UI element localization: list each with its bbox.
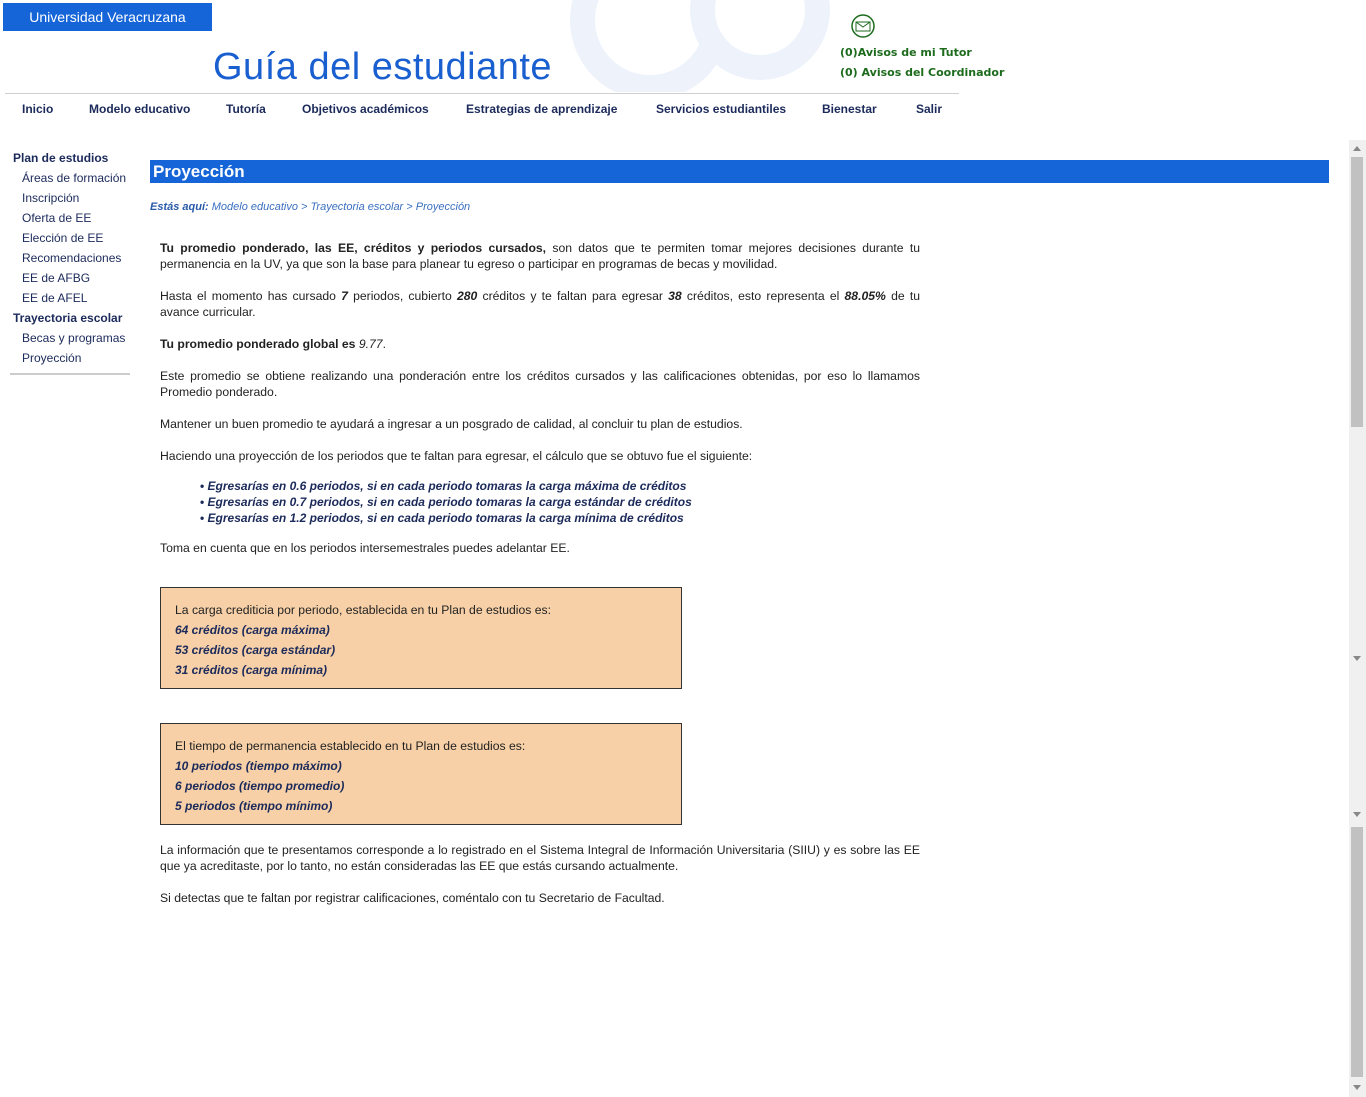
nav-servicios-estudiantiles[interactable]: Servicios estudiantiles — [656, 102, 787, 116]
sidebar-item-areas-formacion[interactable]: Áreas de formación — [22, 171, 127, 185]
envelope-icon[interactable] — [850, 14, 876, 38]
scroll-down-arrow-icon[interactable] — [1353, 656, 1361, 661]
nav-bienestar[interactable]: Bienestar — [822, 102, 877, 116]
sidebar-item-oferta-ee[interactable]: Oferta de EE — [22, 211, 92, 225]
paragraph-posgrado: Mantener un buen promedio te ayudará a ingresar a un posgrado de calidad, al concluir tu plan de estudios. — [160, 417, 743, 431]
paragraph-proyeccion-intro: Haciendo una proyección de los periodos que te faltan para egresar, el cálculo que se obtuvo fue el siguiente: — [160, 449, 753, 463]
nav-salir[interactable]: Salir — [916, 102, 943, 116]
university-badge[interactable]: Universidad Veracruzana — [3, 3, 212, 31]
avisos-coordinador-link[interactable]: (0) Avisos del Coordinador — [840, 66, 1005, 79]
sidebar-section-plan-estudios[interactable]: Plan de estudios — [13, 151, 109, 165]
scroll-down-arrow-icon[interactable] — [1353, 1085, 1361, 1090]
avisos-tutor-link[interactable]: (0)Avisos de mi Tutor — [840, 46, 972, 59]
carga-crediticia-box — [160, 587, 682, 689]
sidebar-item-becas[interactable]: Becas y programas — [22, 331, 126, 345]
sidebar-section-trayectoria[interactable]: Trayectoria escolar — [13, 311, 123, 325]
list-item: • Egresarías en 1.2 periodos, si en cada periodo tomaras la carga mínima de créditos — [200, 510, 920, 526]
breadcrumb-label: Estás aquí: — [150, 201, 209, 213]
body-text — [160, 240, 920, 572]
box-title: La carga crediticia por periodo, establecida en tu Plan de estudios es: — [175, 603, 552, 617]
box-row: 6 periodos (tiempo promedio) — [175, 779, 345, 793]
breadcrumb — [150, 201, 1329, 213]
paragraph-intersemestrales: Toma en cuenta que en los periodos intersemestrales puedes adelantar EE. — [160, 541, 570, 555]
box-row: 64 créditos (carga máxima) — [175, 623, 330, 637]
box-title: El tiempo de permanencia establecido en tu Plan de estudios es: — [175, 739, 526, 753]
box-row: 10 periodos (tiempo máximo) — [175, 759, 342, 773]
nav-tutoria[interactable]: Tutoría — [226, 102, 266, 116]
nav-estrategias-aprendizaje[interactable]: Estrategias de aprendizaje — [466, 102, 618, 116]
list-item: • Egresarías en 0.6 periodos, si en cada periodo tomaras la carga máxima de créditos — [200, 478, 920, 494]
box-row: 53 créditos (carga estándar) — [175, 643, 336, 657]
sidebar — [10, 150, 130, 375]
projection-list — [200, 478, 920, 526]
sidebar-item-proyeccion[interactable]: Proyección — [22, 351, 82, 365]
paragraph-ponderacion: Este promedio se obtiene realizando una ponderación entre los créditos cursados y las calificaciones obtenidas, por eso lo llamamos Promedio ponderado. — [160, 369, 920, 399]
paragraph-intro: Tu promedio ponderado, las EE, créditos y periodos cursados, son datos que te permiten tomar mejores decisiones durante tu permanencia en la UV, ya que son la base para planear tu egreso o participar en programas de becas y movilidad. — [160, 241, 921, 271]
tiempo-permanencia-box — [160, 723, 682, 825]
scroll-down-arrow-icon[interactable] — [1353, 812, 1361, 817]
nav-modelo-educativo[interactable]: Modelo educativo — [89, 102, 191, 116]
scroll-thumb[interactable] — [1351, 157, 1363, 427]
scrollbar[interactable] — [1349, 140, 1366, 1097]
nav-objetivos-academicos[interactable]: Objetivos académicos — [302, 102, 429, 116]
main-content — [150, 160, 1329, 905]
nav-inicio[interactable]: Inicio — [22, 102, 54, 116]
scroll-up-arrow-icon[interactable] — [1353, 146, 1361, 151]
sidebar-item-inscripcion[interactable]: Inscripción — [22, 191, 80, 205]
paragraph-promedio: Tu promedio ponderado global es 9.77. — [160, 337, 386, 351]
sidebar-item-recomendaciones[interactable]: Recomendaciones — [22, 251, 122, 265]
main-nav — [5, 93, 959, 124]
breadcrumb-path[interactable]: Modelo educativo > Trayectoria escolar > Proyección — [211, 201, 471, 213]
sidebar-item-ee-afel[interactable]: EE de AFEL — [22, 291, 88, 305]
box-row: 31 créditos (carga mínima) — [175, 663, 328, 677]
paragraph-secretario: Si detectas que te faltan por registrar calificaciones, coméntalo con tu Secretario de Facultad. — [160, 891, 665, 905]
page-title: Proyección — [150, 160, 1329, 183]
sidebar-item-ee-afbg[interactable]: EE de AFBG — [22, 271, 91, 285]
footer-text — [160, 842, 920, 906]
logo-watermark — [560, 0, 840, 92]
sidebar-item-eleccion-ee[interactable]: Elección de EE — [22, 231, 104, 245]
box-row: 5 periodos (tiempo mínimo) — [175, 799, 333, 813]
paragraph-siiu: La información que te presentamos corresponde a lo registrado en el Sistema Integral de Información Universitaria (SIIU) y es sobre las EE que ya acreditaste, por lo tanto, no están consideradas las EE que estás cursando actualmente. — [160, 843, 920, 873]
header — [0, 0, 1366, 140]
paragraph-avance: Hasta el momento has cursado 7 periodos, cubierto 280 créditos y te faltan para egresar 38 créditos, esto representa el 88.05% de tu avance curricular. — [160, 289, 920, 319]
site-title: Guía del estudiante — [213, 46, 553, 88]
scroll-thumb[interactable] — [1351, 827, 1363, 1077]
list-item: • Egresarías en 0.7 periodos, si en cada periodo tomaras la carga estándar de créditos — [200, 494, 920, 510]
